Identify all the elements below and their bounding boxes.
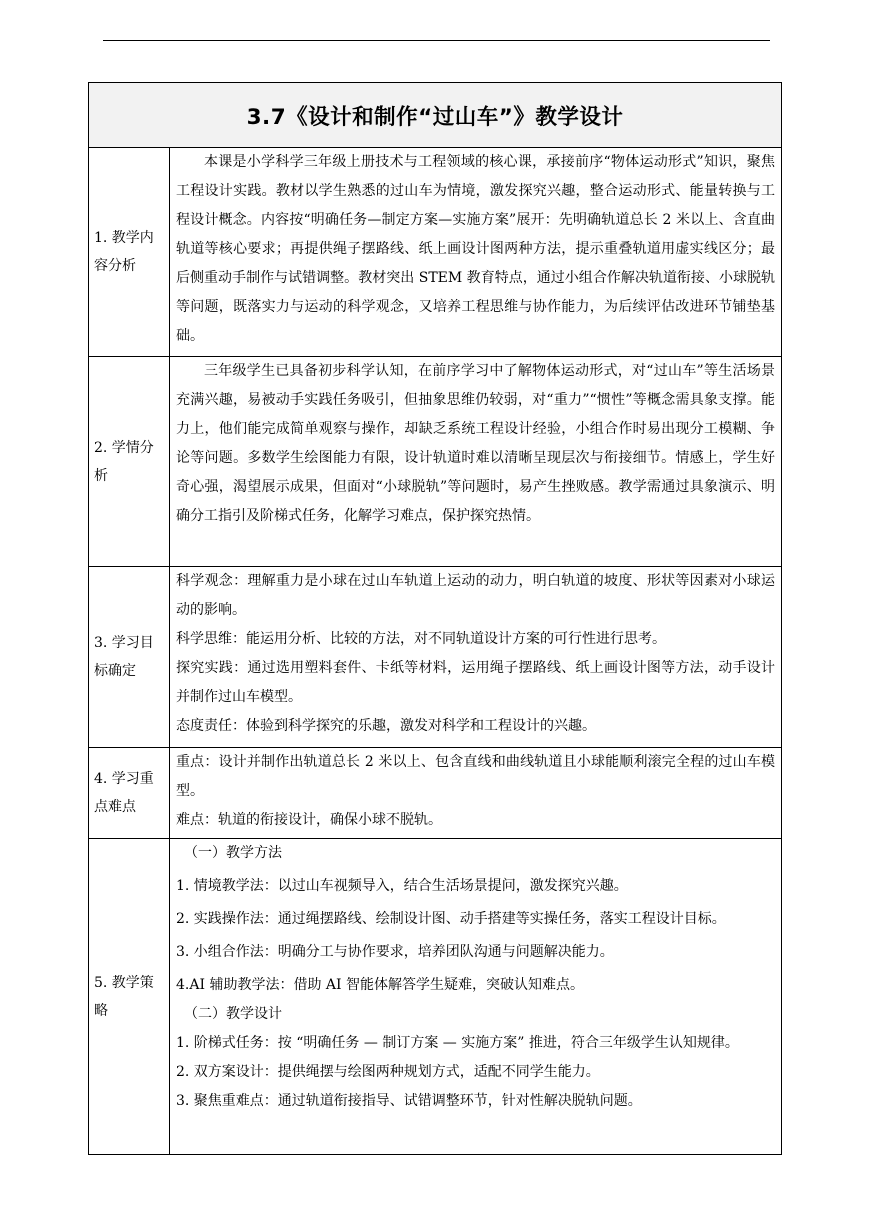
design-item: 3. 聚焦重难点：通过轨道衔接指导、试错调整环节，针对性解决脱轨问题。 — [176, 1093, 642, 1109]
table-row — [89, 839, 782, 1155]
row-label — [89, 357, 170, 567]
method-item: 4.AI 辅助教学法：借助 AI 智能体解答学生疑难，突破认知难点。 — [176, 977, 584, 993]
row-label — [89, 748, 170, 839]
section-heading: （一）教学方法 — [184, 845, 282, 861]
objective-line: 态度责任：体验到科学探究的乐趣，激发对科学和工程设计的兴趣。 — [176, 718, 596, 734]
teaching-strategy-cell — [170, 839, 782, 1155]
row-label-line: 点难点 — [94, 799, 136, 815]
row-label-line: 略 — [94, 1002, 108, 1019]
design-item: 2. 双方案设计：提供绳摆与绘图两种规划方式，适配不同学生能力。 — [176, 1064, 600, 1080]
objective-line: 科学思维：能运用分析、比较的方法，对不同轨道设计方案的可行性进行思考。 — [176, 631, 666, 647]
learning-objectives-cell — [170, 567, 782, 748]
row-label — [89, 567, 170, 748]
lesson-design-table — [88, 82, 782, 1155]
row-label-line: 4. 学习重 — [94, 771, 154, 787]
row-label-line: 2. 学情分 — [94, 439, 154, 456]
row-label — [89, 839, 170, 1155]
content-analysis-paragraph: 本课是小学科学三年级上册技术与工程领域的核心课，承接前序“物体运动形式”知识，聚焦工程设计实践。教材以学生熟悉的过山车为情境，激发探究兴趣，整合运动形式、能量转换与工程设计概念。内容按“明确任务—制定方案—实施方案”展开：先明确轨道总长 2 米以上、含直曲轨道等核心要求；再提供绳子摆路线、纸上画设计图两种方法，提示重叠轨道用虚实线区分；最后侧重动手制作与试错调整。教材突出 STEM 教育特点，通过小组合作解决轨道衔接、小球脱轨等问题，既落实力与运动的科学观念，又培养工程思维与协作能力，为后续评估改进环节铺垫基础。 — [176, 154, 776, 344]
section-heading: （二）教学设计 — [184, 1006, 282, 1022]
method-item: 3. 小组合作法：明确分工与协作要求，培养团队沟通与问题解决能力。 — [176, 944, 614, 960]
title-row — [89, 83, 782, 148]
row-label-line: 容分析 — [94, 258, 136, 274]
design-item: 1. 阶梯式任务：按 “明确任务 — 制订方案 — 实施方案” 推进，符合三年级学生认知规律。 — [176, 1035, 739, 1051]
table-row — [89, 567, 782, 748]
row-label-line: 标确定 — [94, 663, 136, 679]
row-label-line: 析 — [94, 467, 108, 484]
row-label-line: 3. 学习目 — [94, 635, 154, 651]
table-row — [89, 748, 782, 839]
objective-line: 科学观念：理解重力是小球在过山车轨道上运动的动力，明白轨道的坡度、形状等因素对小球运动的影响。 — [176, 573, 776, 618]
student-analysis-paragraph: 三年级学生已具备初步科学认知，在前序学习中了解物体运动形式，对“过山车”等生活场景充满兴趣，易被动手实践任务吸引，但抽象思维仍较弱，对“重力”“惯性”等概念需具象支撑。能力上，他们能完成简单观察与操作，却缺乏系统工程设计经验，小组合作时易出现分工模糊、争论等问题。多数学生绘图能力有限，设计轨道时难以清晰呈现层次与衔接细节。情感上，学生好奇心强，渴望展示成果，但面对“小球脱轨”等问题时，易产生挫败感。教学需通过具象演示、明确分工指引及阶梯式任务，化解学习难点，保护探究热情。 — [176, 363, 776, 524]
page-header-rule — [103, 40, 770, 41]
row-label-line: 5. 教学策 — [94, 974, 154, 991]
document-title: 3.7《设计和制作“过山车”》教学设计 — [89, 83, 782, 148]
objective-line: 探究实践：通过选用塑料套件、卡纸等材料，运用绳子摆路线、纸上画设计图等方法，动手设计并制作过山车模型。 — [176, 660, 776, 705]
content-analysis-cell — [170, 148, 782, 357]
method-item: 2. 实践操作法：通过绳摆路线、绘制设计图、动手搭建等实操任务，落实工程设计目标。 — [176, 911, 726, 927]
key-point-line: 难点：轨道的衔接设计，确保小球不脱轨。 — [176, 812, 442, 828]
table-row — [89, 148, 782, 357]
row-label — [89, 148, 170, 357]
key-points-cell — [170, 748, 782, 839]
student-analysis-cell — [170, 357, 782, 567]
table-row — [89, 357, 782, 567]
key-point-line: 重点：设计并制作出轨道总长 2 米以上、包含直线和曲线轨道且小球能顺利滚完全程的过山车模型。 — [176, 754, 776, 799]
row-label-line: 1. 教学内 — [94, 230, 154, 246]
method-item: 1. 情境教学法：以过山车视频导入，结合生活场景提问，激发探究兴趣。 — [176, 878, 628, 894]
